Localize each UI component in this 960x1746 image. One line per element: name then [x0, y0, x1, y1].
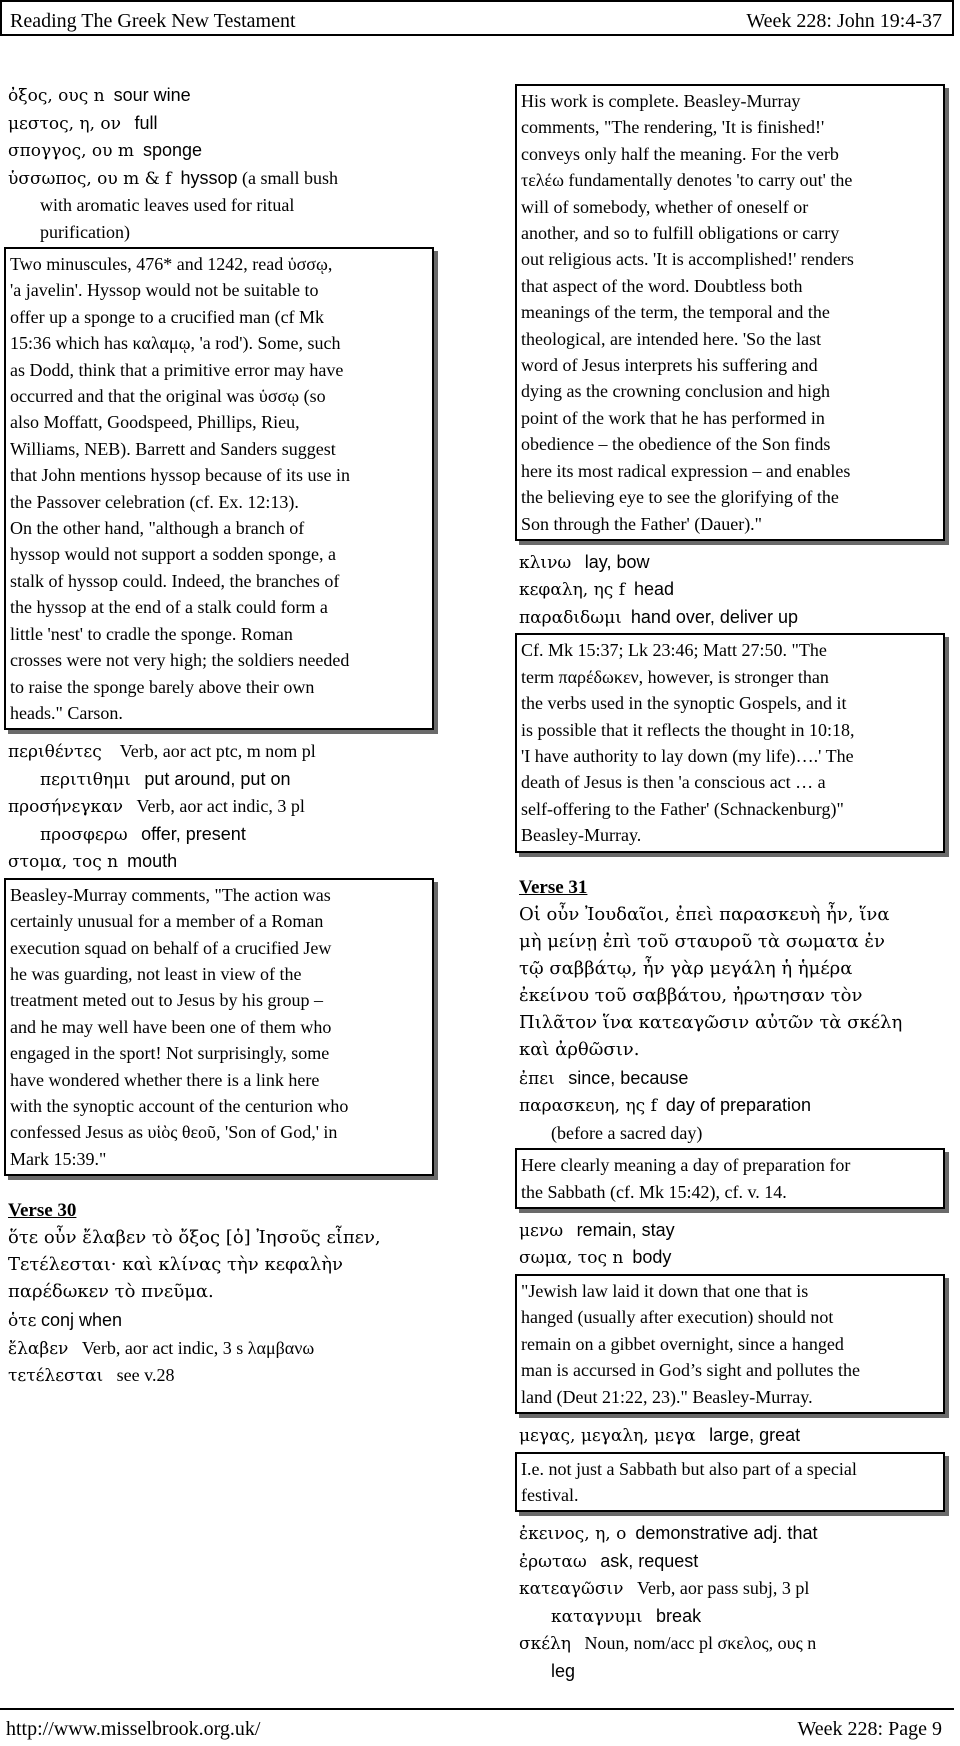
commentary-note-jewish-law: "Jewish law laid it down that one that is hanged (usually after execution) should not remain on a gibbet overnight, since a hanged man is accursed in God’s sight and pollutes the land (Deut 21:22, 23)." Beasley-Murray.: [515, 1274, 945, 1414]
vocab-entry: ὑσσωπος, ου m & f hyssop (a small bush: [8, 167, 339, 189]
header-title: Reading The Greek New Testament: [10, 10, 296, 32]
verse-text: ὅτε οὖν ἔλαβεν τὸ ὄξος [ὁ] Ἰησοῦς εἶπεν, Τετέλεσται· καὶ κλίνας τὴν κεφαλὴν παρέδωκεν τὸ πνεῦμα.: [8, 1227, 381, 1303]
page-header: [0, 0, 954, 36]
right-column: [519, 82, 951, 1684]
commentary-note-preparation: Here clearly meaning a day of preparation for the Sabbath (cf. Mk 15:42), cf. v. 14.: [515, 1148, 945, 1209]
vocab-entry: μεγας, μεγαλη, μεγα large, great: [519, 1425, 801, 1446]
commentary-note-sabbath: I.e. not just a Sabbath but also part of a special festival.: [515, 1452, 945, 1513]
vocab-continuation: purification): [40, 221, 130, 242]
parsing-entry: ἔλαβεν Verb, aor act indic, 3 s λαμβανω: [8, 1337, 315, 1359]
commentary-note-delivered: Cf. Mk 15:37; Lk 23:46; Matt 27:50. "The term παρέδωκεν, however, is stronger than the verbs used in the synoptic Gospels, and it is possible that it reflects the thought in 10:18, 'I have authority to lay down (my life)….' The death of Jesus is then 'a conscious act … a self-offering to the Father' (Schnackenburg)" Beasley-Murray.: [515, 633, 945, 852]
commentary-note-finished: His work is complete. Beasley-Murray comments, "The rendering, 'It is finished!' conveys only half the meaning. For the verb τελέω fundamentally denotes 'to carry out' the will of somebody, whether of oneself or another, and so to fulfill obligations or carry out religious acts. 'It is accomplished!' renders that aspect of the word. Doubtless both meanings of the term, the temporal and the theological, are intended here. 'So the last word of Jesus interprets his suffering and dying as the crowning conclusion and high point of the work that he has performed in obedience – the obedience of the Son finds here its most radical expression – and enables the believing eye to see the glorifying of the Son through the Father' (Dauer).": [515, 84, 945, 541]
vocab-entry: περιτιθημι put around, put on: [40, 768, 291, 790]
vocab-entry: παραδιδωμι hand over, deliver up: [519, 606, 798, 628]
vocab-entry: μεστος, η, ον full: [8, 112, 158, 134]
footer-page: Week 228: Page 9: [797, 1718, 942, 1740]
header-week: Week 228: John 19:4-37: [746, 10, 942, 32]
vocab-entry: σωμα, τος n body: [519, 1247, 672, 1269]
vocab-entry: ἐκεινος, η, ο demonstrative adj. that: [519, 1523, 818, 1545]
parsing-entry: τετέλεσται see v.28: [8, 1365, 175, 1387]
verse-text: Οἱ οὖν Ἰουδαῖοι, ἐπεὶ παρασκευὴ ἦν, ἵνα μὴ μείνῃ ἐπὶ τοῦ σταυροῦ τὰ σωματα ἐν τῷ σαββάτῳ, ἦν γὰρ μεγάλη ἡ ἡμέρα ἐκείνου τοῦ σαββάτου, ἠρωτησαν τὸν Πιλᾶτον ἵνα κατεαγῶσιν αὐτῶν τὰ σκέλη καὶ ἀρθῶσιν.: [519, 903, 903, 1060]
verse-heading: Verse 31: [519, 876, 588, 898]
vocab-entry: κεφαλη, ης f head: [519, 579, 675, 601]
vocab-entry: ὁτε conj when: [8, 1310, 123, 1332]
vocab-entry: καταγνυμι break: [551, 1605, 702, 1627]
vocab-entry: στομα, τος n mouth: [8, 851, 178, 873]
parsing-entry: κατεαγῶσιν Verb, aor pass subj, 3 pl: [519, 1578, 810, 1600]
verse-heading: Verse 30: [8, 1200, 77, 1222]
vocab-entry: σπογγος, ου m sponge: [8, 140, 203, 161]
vocab-entry: ἐρωταω ask, request: [519, 1550, 699, 1572]
parsing-entry: περιθέντες Verb, aor act ptc, m nom pl: [8, 741, 316, 763]
commentary-note-hyssop: Two minuscules, 476* and 1242, read ὑσσῳ, 'a javelin'. Hyssop would not be suitable to offer up a sponge to a crucified man (cf Mk 15:36 which has καλαμῳ, 'a rod'). Some, such as Dodd, think that a primitive error may have occurred and that the original was ὑσσῳ (so also Moffatt, Goodspeed, Phillips, Rieu, Williams, NEB). Barrett and Sanders suggest that John mentions hyssop because of its use in the Passover celebration (cf. Ex. 12:13). On the other hand, "although a branch of hyssop would not support a sodden sponge, a stalk of hyssop could. Indeed, the branches of the hyssop at the end of a stalk could form a little 'nest' to cradle the sponge. Roman crosses were not very high; the soldiers needed to raise the sponge barely above their own heads." Carson.: [4, 247, 434, 730]
footer-url: http://www.misselbrook.org.uk/: [6, 1718, 261, 1740]
parsing-entry: σκέλη Noun, nom/acc pl σκελος, ους n: [519, 1633, 817, 1655]
vocab-entry: κλινω lay, bow: [519, 551, 650, 573]
vocab-continuation: (before a sacred day): [551, 1122, 703, 1143]
parsing-entry: προσήνεγκαν Verb, aor act indic, 3 pl: [8, 796, 305, 818]
vocab-entry: παρασκευη, ης f day of preparation: [519, 1095, 812, 1117]
vocab-entry: ἐπει since, because: [519, 1067, 689, 1089]
vocab-entry: μενω remain, stay: [519, 1219, 675, 1241]
commentary-note-action: Beasley-Murray comments, "The action was certainly unusual for a member of a Roman execution squad on behalf of a crucified Jew he was guarding, not least in view of the treatment meted out to Jesus by his group – and he may well have been one of them who engaged in the sport! Not surprisingly, some have wondered whether there is a link here with the synoptic account of the centurion who confessed Jesus as υἱὸς θεοῦ, 'Son of God,' in Mark 15:39.": [4, 878, 434, 1176]
vocab-entry: προσφερω offer, present: [40, 823, 246, 845]
vocab-continuation: with aromatic leaves used for ritual: [40, 195, 295, 215]
vocab-entry: ὀξος, ους n sour wine: [8, 85, 191, 106]
left-column: [8, 82, 440, 1390]
vocab-continuation: leg: [551, 1660, 576, 1681]
page-footer: [0, 1708, 954, 1744]
